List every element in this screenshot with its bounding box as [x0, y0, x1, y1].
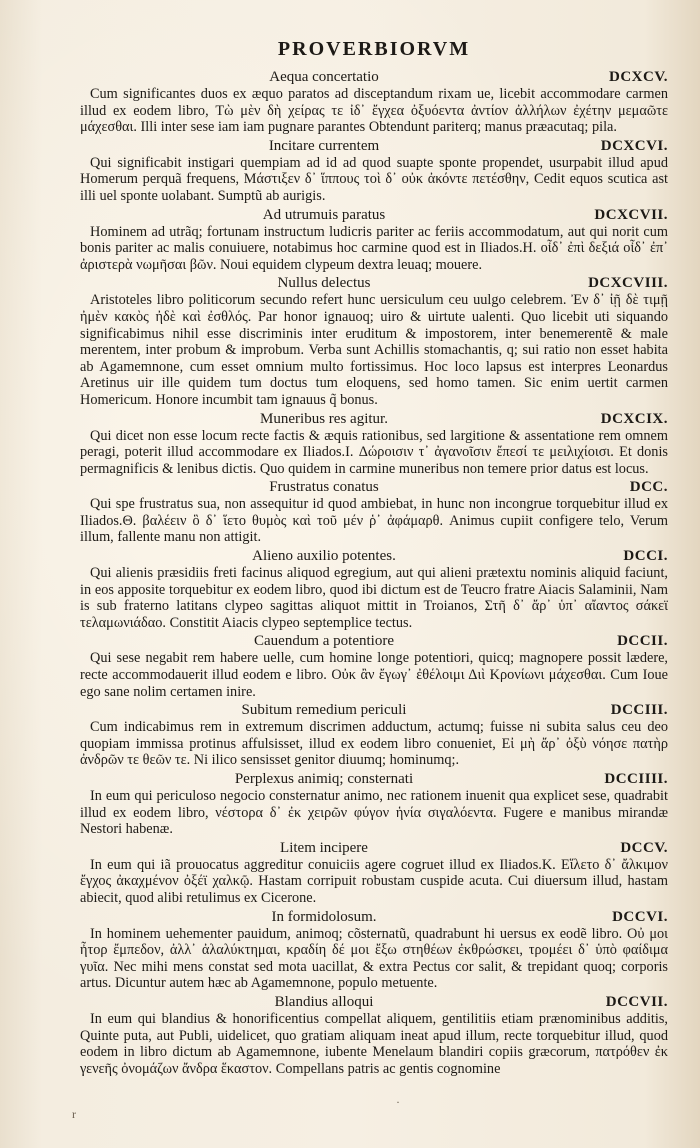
entry-number: DCXCVII.: [594, 206, 668, 223]
entry-body: Hominem ad utrãq; fortunam instructum ludicris pariter ac feriis accommodatum, aut qui norit cum bonis pariter ac malis conuiuere, notabimus hoc carmine quod est in Iliados.H. οἶδ᾽ ἐπὶ δεξιά οἶδ᾽ ἐπ᾽ ἀριστερὰ νωμῆσαι βῶν. Noui equidem clypeum dextra leuaq; mouere.: [80, 223, 668, 273]
entry-body: In eum qui periculoso negocio consternatur animo, nec rationem inuenit qua explicet sese, quadrabit illud ex eodem libro, νέστορα δ᾽ ἐκ χειρῶν φύγον ἡνία σιγαλόεντα. Fugere e manibus mirandæ Nestori habenæ.: [80, 788, 668, 838]
entry-heading: [80, 633, 668, 650]
entry-body: Cum indicabimus rem in extremum discrimen adductum, actumq; fuisse ni subita salus ceu deo quopiam immissa protinus affulsisset, illud ex eodem libro conueniet, Εἰ μὴ ἄρ᾽ ὀξὺ νόησε πατὴρ ἀνδρῶν τε θεῶν τε. Ni ilico sensisset genitor diuumq; hominumq;.: [80, 719, 668, 769]
entry-heading: [80, 702, 668, 719]
entry-body: Aristoteles libro politicorum secundo refert hunc uersiculum ceu uulgo celebrem. Ἐν δ᾽ ἰῇ δὲ τιμῇ ἠμὲν κακὸς ἠδὲ καὶ ἐσθλός. Par honor ignauoq; uiro & uirtute ualenti. Quo licebit uti siquando significabimus nihil esse discriminis inter eruditum & impostorem, inter benemerentẽ & male merentem, inter probum & improbum. Verba sunt Achillis stomachantis, q; sui ratio non esset habita ab Agamemnone, cum esset omnium multo fortissimus. Hoc loco lapsus est interpres Leonardus Aretinus uir ille quidem tum doctus tum eloquens, sed homo tamen. Sic enim uertit carmen Homericum. Honore incumbit tam ignauus q̃ bonus.: [80, 292, 668, 408]
entry-title: Muneribus res agitur.: [260, 410, 388, 427]
proverb-entry: [80, 479, 668, 546]
proverb-entry: [80, 994, 668, 1077]
proverb-entry: [80, 411, 668, 478]
entry-title: Ad utrumuis paratus: [262, 206, 386, 223]
proverb-entry: [80, 138, 668, 205]
entry-body: Qui alienis præsidiis freti facinus aliquod egregium, aut qui alieni prætextu nominis aliquid faciunt, in eos apposite torquebitur ex eodem libro, quod ibi dictum est de Teucro fratre Aiacis Salaminii, Nam is sub fraterno latitans clypeo sagittas aliquot mittit in Troianos, Στῆ δ᾽ ἄρ᾽ ὑπ᾽ αἴαντος σάκεϊ τελαμωνιάδαο. Constitit Aiacis clypeo septemplice tectus.: [80, 565, 668, 631]
proverb-entry: [80, 633, 668, 700]
entry-title: Litem incipere: [280, 839, 368, 856]
entry-number: DCC.: [629, 479, 668, 496]
entry-heading: [80, 771, 668, 788]
proverb-entry: [80, 702, 668, 769]
entry-heading: [80, 138, 668, 155]
entry-number: DCXCVI.: [600, 137, 668, 154]
entry-number: DCCVI.: [612, 908, 668, 925]
entry-body: In eum qui iã prouocatus aggreditur conuiciis agere cogruet illud ex Iliados.K. Εἵλετο δ᾽ ἄλκιμον ἔγχος ἀκαχμένον ὀξέϊ χαλκῷ. Hastam corripuit robustam cuspide acuta. Cui diuersum illud, hastam abiecit, quod alibi retulimus ex Cicerone.: [80, 856, 668, 906]
entry-body: Qui spe frustratus sua, non assequitur id quod ambiebat, in hunc non incongrue torquebitur illud ex Iliados.Θ. βαλέειν ὃ δ᾽ ἵετο θυμὸς καὶ τοῦ μέν ῥ᾽ ἀφάμαρθ. Animus cupiit configere telo, Verum illum, fallente manu non attigit.: [80, 496, 668, 546]
proverb-entry: [80, 275, 668, 408]
entry-heading: [80, 548, 668, 565]
entry-heading: [80, 275, 668, 292]
proverb-entry: [80, 548, 668, 631]
entry-heading: [80, 840, 668, 857]
running-head: PROVERBIORVM: [277, 38, 471, 60]
entry-heading: [80, 994, 668, 1011]
proverb-entry: [80, 771, 668, 838]
entry-title: In formidolosum.: [271, 908, 377, 925]
entry-title: Subitum remedium periculi: [241, 702, 407, 719]
entry-title: Nullus delectus: [277, 275, 371, 292]
entry-title: Perplexus animiq; consternati: [234, 771, 414, 787]
entry-body: Qui significabit instigari quempiam ad id ad quod suapte sponte propendet, usurpabit illud apud Homerum perquã frequens, Μάστιξεν δ᾽ ἵππους τοὶ δ᾽ οὐκ ἀκόντε πετέσθην, Cedit equos scutica ast illi uel sponte uolabant. Sumptũ ab aurigis.: [80, 154, 668, 204]
proverb-entry: [80, 69, 668, 136]
entry-body: Cum significantes duos ex æquo paratos ad disceptandum rixam ue, licebit accommodare carmen illud ex eodem libro, Τὼ μὲν δὴ χείρας τε ἰδ᾽ ἔγχεα ὀξυόεντα ἀντίον ἀλλήλων ἐχέτην μεμαῶτε μάχεσθαι. Illi inter sese iam iam pugnare parantes Obtendunt pariterq; manus præacutaq; pila.: [80, 86, 668, 136]
entry-heading: [80, 411, 668, 428]
entry-number: DCXCV.: [609, 69, 668, 85]
entry-number: DCCV.: [620, 839, 668, 856]
entry-number: DCXCIX.: [600, 410, 668, 427]
entry-heading: [80, 479, 668, 496]
footer-dot: ·: [396, 1095, 400, 1109]
entry-title: Frustratus conatus: [269, 479, 379, 496]
signature-mark: r: [72, 1107, 76, 1121]
entry-title: Aequa concertatio: [269, 69, 379, 85]
entry-number: DCCIIII.: [604, 771, 668, 787]
entry-body: Qui sese negabit rem habere uelle, cum homine longe potentiori, quicq; magnopere possit lædere, recte accommodauerit illud eodem e libro. Οὐκ ἂν ἔγωγ᾽ ἐθέλοιμι Διὶ Κρονίωνι μάχεσθαι. Cum Ioue ego sane nolim certamen inire.: [80, 650, 668, 700]
entry-title: Incitare currentem: [268, 137, 380, 154]
entry-number: DCCVII.: [605, 993, 668, 1010]
text-block: [80, 38, 668, 1079]
entries-list: [80, 69, 668, 1077]
proverb-entry: [80, 840, 668, 907]
proverb-entry: [80, 909, 668, 992]
entry-title: Cauendum a potentiore: [254, 633, 394, 650]
entry-title: Blandius alloqui: [274, 993, 374, 1010]
entry-number: DCCI.: [623, 548, 668, 565]
entry-heading: [80, 909, 668, 926]
entry-number: DCXCVIII.: [588, 275, 668, 292]
entry-number: DCCII.: [617, 633, 668, 650]
entry-number: DCCIII.: [610, 702, 668, 719]
entry-title: Alieno auxilio potentes.: [252, 548, 396, 565]
entry-heading: [80, 69, 668, 86]
proverb-entry: [80, 207, 668, 274]
entry-body: In hominem uehementer pauidum, animoq; cõsternatũ, quadrabunt hi uersus ex eodẽ libro. Οὐ μοι ἦτορ ἔμπεδον, ἀλλ᾽ ἀλαλύκτημαι, κραδίη δέ μοι ἔξω στηθέων ἐκθρώσκει, τρομέει δ᾽ ὑπὸ φαίδιμα γυῖα. Nec mihi mens constat sed mota uacillat, & extra Pectus cor salit, & trepidant quoq; corporis artus. Dicuntur autem hæc ab Agamemnone, populo metuente.: [80, 925, 668, 992]
entry-body: In eum qui blandius & honorificentius compellat aliquem, gentilitiis etiam prænominibus additis, Quinte puta, aut Publi, uidelicet, quo gratiam aliquam ineat apud illum, recte torquebitur illud, quod eodem in libro dictum ab Agamemnone, iubente Menelaum blandiri copiis græcorum, πατρόθεν ἐκ γενεῆς ὀνομάζων ἄνδρα ἕκαστον. Compellans patris ac gentis cognomine: [80, 1010, 668, 1077]
entry-heading: [80, 207, 668, 224]
entry-body: Qui dicet non esse locum recte factis & æquis rationibus, sed largitione & assentatione rem omnem peragi, poterit illud accommodare ex Iliados.I. Δώροισιν τ᾽ ἀγανοῖσιν ἔπεσί τε μειλιχίοισι. Et donis permagnificis & lenibus dictis. Quo quidem in carmine muneribus non temere prior datus est locus.: [80, 427, 668, 477]
